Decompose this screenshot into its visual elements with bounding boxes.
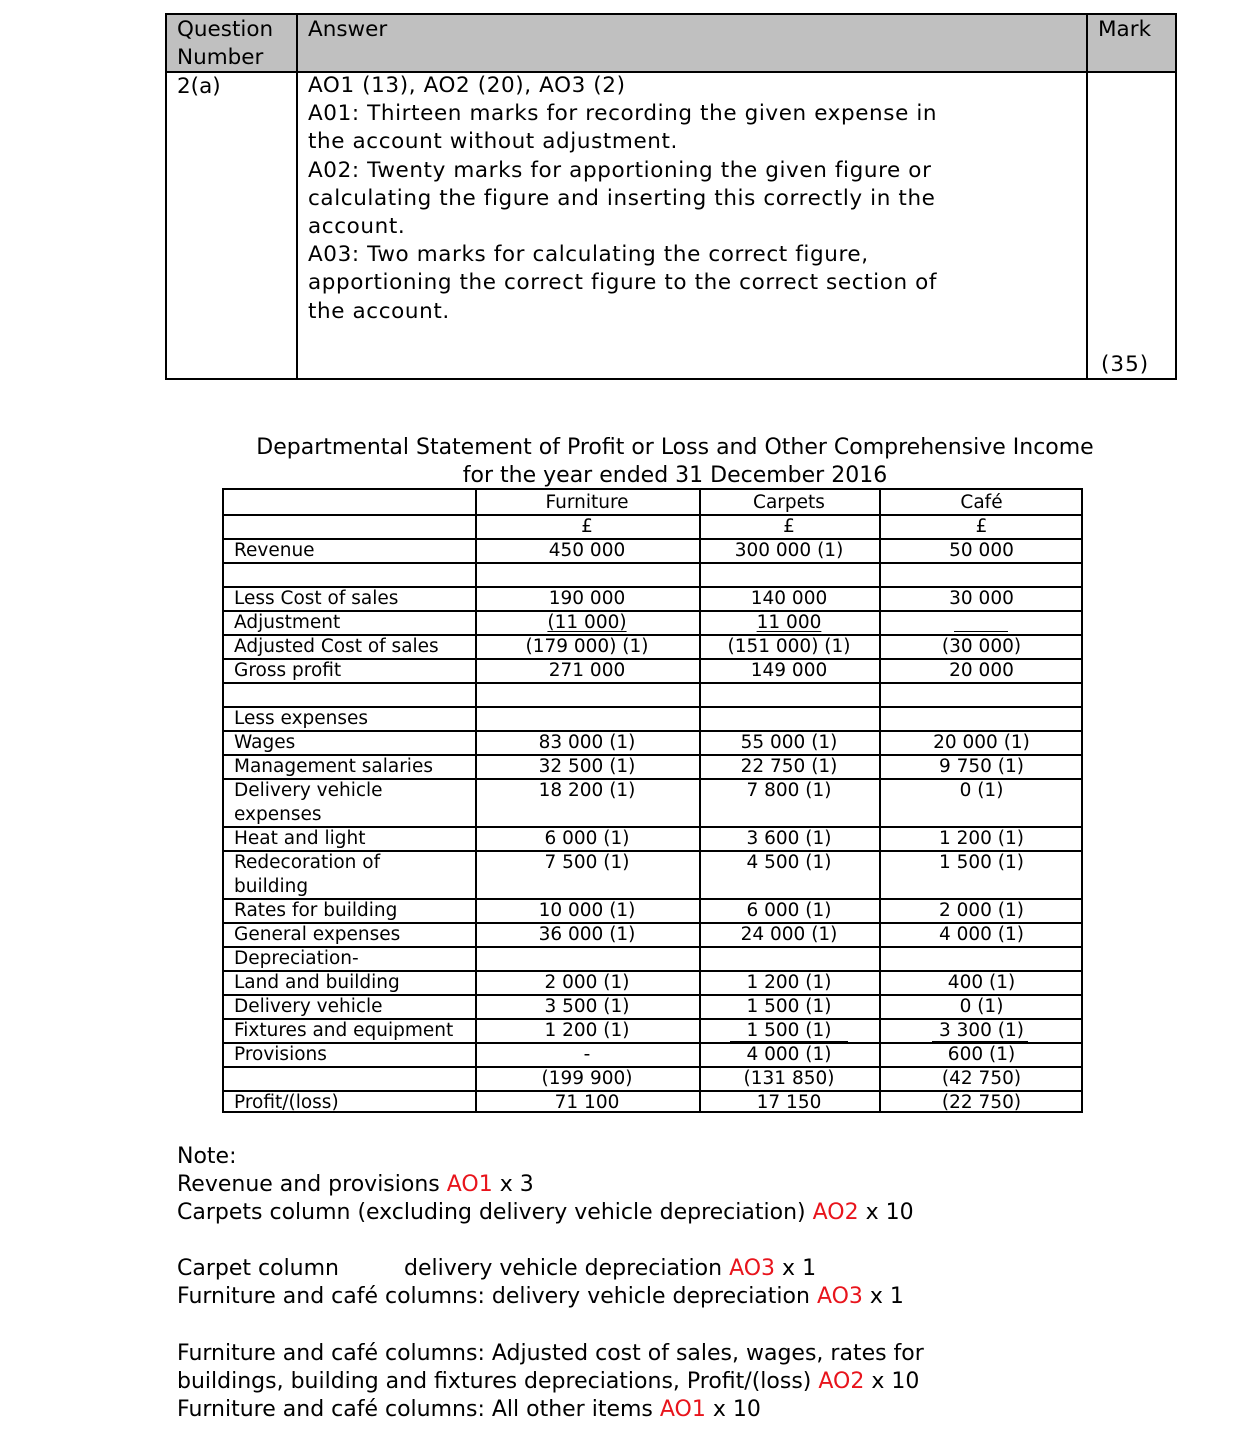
currency-symbol: £: [581, 516, 593, 537]
cell-value: (30 000): [941, 636, 1022, 657]
cell-value: 11 000: [756, 612, 822, 633]
currency-symbol: £: [783, 516, 795, 537]
answer-text: [308, 72, 1068, 326]
note-line: Carpet column delivery vehicle depreciation AO3 x 1: [177, 1256, 817, 1281]
ao-tag: AO3: [816, 1284, 863, 1309]
cell-value: 4 000 (1): [746, 1044, 832, 1065]
row-label-less-expenses: Less expenses: [234, 708, 369, 729]
cell-value: -: [583, 1044, 591, 1065]
cell-value: 3 500 (1): [544, 996, 630, 1017]
note-line: buildings, building and fixtures depreciations, Profit/(loss) AO2 x 10: [177, 1369, 920, 1394]
cell-value: 6 000 (1): [746, 900, 832, 921]
cell-value: 4 000 (1): [938, 924, 1025, 945]
cell-value: 1 200 (1): [544, 1020, 630, 1041]
cell-value: 3 300 (1): [938, 1020, 1025, 1041]
ao-tag: AO2: [818, 1369, 865, 1394]
departmental-statement-table: [222, 488, 1083, 1113]
row-label-delivery-vehicle: Delivery vehicle: [234, 996, 383, 1017]
cell-value: 6 000 (1): [544, 828, 630, 849]
total-mark: (35): [1101, 352, 1150, 377]
cell-value: 2 000 (1): [938, 900, 1025, 921]
note-line: Furniture and café columns: All other items AO1 x 10: [177, 1397, 761, 1422]
cell-value: 2 000 (1): [544, 972, 630, 993]
row-label-rates: Rates for building: [234, 900, 398, 921]
question-number: 2(a): [177, 74, 221, 99]
mark-scheme-table: [165, 13, 1177, 380]
row-label-management-salaries: Management salaries: [234, 756, 433, 777]
cell-value: 400 (1): [947, 972, 1016, 993]
note-heading: Note:: [177, 1144, 237, 1169]
row-label-revenue: Revenue: [234, 540, 315, 561]
row-label-redecoration: Redecoration of: [234, 852, 381, 873]
ao-tag: AO1: [659, 1397, 706, 1422]
cell-value: (151 000) (1): [727, 636, 851, 657]
row-label-continuation: building: [234, 876, 309, 897]
cell-value: 20 000 (1): [933, 732, 1030, 753]
cell-value: 271 000: [548, 660, 626, 681]
row-label-gross-profit: Gross profit: [234, 660, 342, 681]
cell-value: 22 750 (1): [740, 756, 838, 777]
ao-tag: AO3: [729, 1256, 776, 1281]
answer-line: A03: Two marks for calculating the correct figure,: [308, 242, 869, 268]
answer-line: the account.: [308, 298, 450, 324]
underline-rule: [954, 631, 1008, 632]
note-line: Furniture and café columns: Adjusted cost of sales, wages, rates for: [177, 1341, 924, 1366]
cell-value: 36 000 (1): [538, 924, 636, 945]
ao-tag: AO1: [446, 1172, 493, 1197]
cell-value: 1 200 (1): [746, 972, 832, 993]
row-label-fixtures: Fixtures and equipment: [234, 1020, 454, 1041]
cell-value: 450 000: [548, 540, 626, 561]
cell-value: 149 000: [750, 660, 828, 681]
note-line: Carpets column (excluding delivery vehicle depreciation) AO2 x 10: [177, 1200, 914, 1225]
cell-value: 300 000 (1): [734, 540, 844, 561]
statement-subtitle: for the year ended 31 December 2016: [462, 463, 888, 488]
cell-value: 50 000: [949, 540, 1014, 561]
cell-value: 30 000: [949, 588, 1014, 609]
cell-value: 0 (1): [959, 780, 1004, 801]
row-label-general-expenses: General expenses: [234, 924, 401, 945]
column-header-furniture: Furniture: [545, 492, 629, 513]
underline-rule: [730, 1041, 848, 1042]
currency-symbol: £: [975, 516, 988, 537]
cell-value: 18 200 (1): [538, 780, 636, 801]
cell-value: 9 750 (1): [938, 756, 1025, 777]
cell-value: 83 000 (1): [538, 732, 636, 753]
cell-value: (22 750): [941, 1092, 1022, 1113]
cell-value: 0 (1): [959, 996, 1004, 1017]
answer-line: A01: Thirteen marks for recording the given expense in: [308, 101, 938, 127]
mark-header: Mark: [1098, 17, 1152, 42]
cell-value: 140 000: [750, 588, 828, 609]
cell-value: 190 000: [548, 588, 626, 609]
row-label-land-and-building: Land and building: [234, 972, 400, 993]
row-label-profit-loss: Profit/(loss): [234, 1092, 339, 1113]
cell-value: (199 900): [541, 1068, 633, 1089]
cell-value: 3 600 (1): [746, 828, 832, 849]
answer-line: AO1 (13), AO2 (20), AO3 (2): [308, 73, 626, 98]
cell-value: (131 850): [743, 1068, 835, 1089]
cell-value: 600 (1): [947, 1044, 1016, 1065]
cell-value: (11 000): [547, 612, 627, 633]
row-label-continuation: expenses: [234, 804, 322, 825]
ao-tag: AO2: [812, 1200, 859, 1225]
cell-value: 1 500 (1): [938, 852, 1025, 873]
cell-value: 20 000: [949, 660, 1014, 681]
cell-value: 32 500 (1): [538, 756, 636, 777]
cell-value: 17 150: [756, 1092, 822, 1113]
answer-line: the account without adjustment.: [308, 129, 678, 155]
answer-line: apportioning the correct figure to the correct section of: [308, 270, 938, 296]
cell-value: (179 000) (1): [525, 636, 649, 657]
column-header-carpets: Carpets: [753, 492, 825, 513]
question-number-header: Question Number: [177, 17, 274, 70]
row-label-heat-and-light: Heat and light: [234, 828, 366, 849]
cell-value: 7 800 (1): [746, 780, 832, 801]
cell-value: (42 750): [941, 1068, 1022, 1089]
answer-line: account.: [308, 214, 406, 240]
statement-title: Departmental Statement of Profit or Loss and Other Comprehensive Income: [256, 435, 1094, 460]
row-label-wages: Wages: [234, 732, 296, 753]
row-label-adjustment: Adjustment: [234, 612, 341, 633]
underline-rule: [932, 1041, 1028, 1042]
cell-value: 24 000 (1): [740, 924, 838, 945]
cell-value: 71 100: [554, 1092, 620, 1113]
cell-value: 7 500 (1): [544, 852, 630, 873]
cell-value: 1 500 (1): [746, 996, 832, 1017]
cell-value: 1 500 (1): [746, 1020, 832, 1041]
cell-value: 4 500 (1): [746, 852, 832, 873]
answer-line: calculating the figure and inserting this correctly in the: [308, 185, 936, 211]
answer-header: Answer: [308, 17, 388, 42]
row-label-adjusted-cost: Adjusted Cost of sales: [234, 636, 439, 657]
row-label-depreciation: Depreciation-: [234, 948, 359, 969]
note-line: Furniture and café columns: delivery vehicle depreciation AO3 x 1: [177, 1284, 904, 1309]
row-label-delivery-vehicle-expenses: Delivery vehicle: [234, 780, 383, 801]
note-line: Revenue and provisions AO1 x 3: [177, 1172, 534, 1197]
row-label-cost-of-sales: Less Cost of sales: [234, 588, 399, 609]
row-label-provisions: Provisions: [234, 1044, 327, 1065]
cell-value: 1 200 (1): [938, 828, 1025, 849]
cell-value: 55 000 (1): [740, 732, 838, 753]
column-header-cafe: Café: [960, 492, 1003, 513]
answer-line: A02: Twenty marks for apportioning the given figure or: [308, 157, 932, 183]
cell-value: 10 000 (1): [538, 900, 636, 921]
